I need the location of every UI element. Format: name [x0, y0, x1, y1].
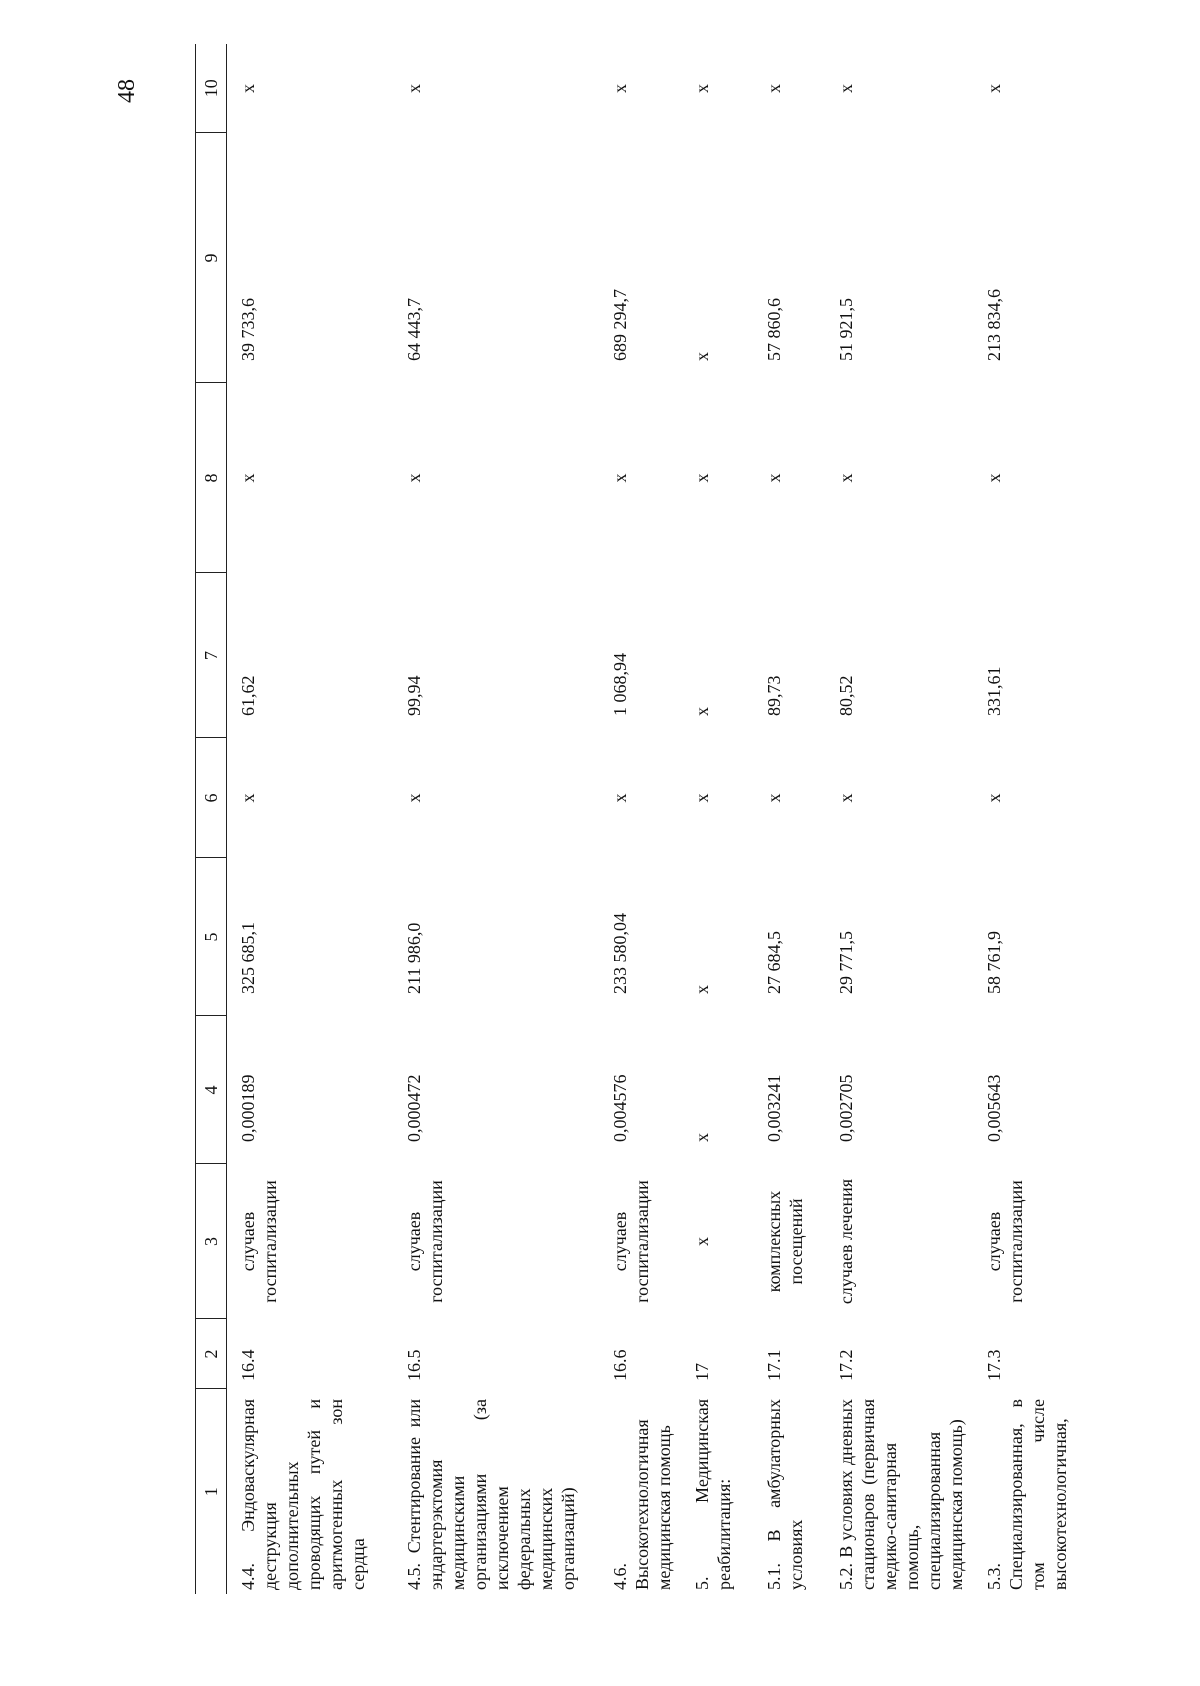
- unit-cell: x: [692, 1237, 712, 1246]
- header-row: [196, 44, 227, 1594]
- table-row: [227, 44, 394, 1594]
- row-code-cell: 17: [692, 1363, 712, 1381]
- table-row: [825, 44, 973, 1594]
- value-cell: x: [692, 1133, 712, 1142]
- unit-cell: случаев госпитализации: [610, 1180, 652, 1303]
- value-cell: x: [238, 793, 258, 803]
- table-row: [753, 44, 825, 1594]
- row-code-cell: 17.3: [984, 1349, 1004, 1381]
- row-name-cell: 4.6. Высокотехнологичная медицинская помощь: [610, 1419, 674, 1590]
- row-name-cell: 5.3. Специализированная, в том числе высокотехнологичная,: [984, 1399, 1070, 1590]
- value-cell: x: [984, 473, 1004, 483]
- column-header: 6: [196, 738, 227, 858]
- row-code-cell: 16.6: [610, 1349, 630, 1381]
- column-header: 8: [196, 383, 227, 573]
- column-header: 2: [196, 1319, 227, 1389]
- value-cell: 233 580,04: [610, 913, 630, 994]
- value-cell: x: [404, 473, 424, 483]
- value-cell: 58 761,9: [984, 931, 1004, 994]
- value-cell: 57 860,6: [764, 298, 784, 361]
- value-cell: x: [404, 84, 424, 93]
- unit-cell: случаев госпитализации: [984, 1180, 1026, 1303]
- value-cell: 331,61: [984, 666, 1004, 716]
- page-number: 48: [114, 79, 140, 103]
- row-name-cell: 5.2. В условиях дневных стационаров (первичная медико-санитарная помощь, специализированная медицинская помощь): [836, 1399, 966, 1590]
- unit-cell: случаев лечения: [836, 1178, 856, 1305]
- column-header: 1: [196, 1389, 227, 1594]
- column-header: 4: [196, 1016, 227, 1164]
- value-cell: x: [610, 84, 630, 93]
- value-cell: 0,000472: [404, 1074, 424, 1142]
- value-cell: x: [238, 84, 258, 93]
- row-name-cell: 5. Медицинская реабилитация:: [692, 1399, 734, 1590]
- row-code-cell: 16.5: [404, 1349, 424, 1381]
- value-cell: x: [238, 473, 258, 483]
- value-cell: x: [692, 707, 712, 716]
- value-cell: 99,94: [404, 675, 424, 716]
- table-row: [681, 44, 753, 1594]
- column-header: 7: [196, 573, 227, 738]
- value-cell: x: [836, 84, 856, 93]
- value-cell: 89,73: [764, 675, 784, 716]
- unit-cell: комплексных посещений: [764, 1190, 806, 1293]
- column-header: 3: [196, 1164, 227, 1319]
- value-cell: x: [836, 473, 856, 483]
- column-header: 10: [196, 44, 227, 133]
- column-header: 9: [196, 133, 227, 383]
- unit-cell: случаев госпитализации: [238, 1180, 280, 1303]
- value-cell: x: [764, 473, 784, 483]
- value-cell: x: [764, 84, 784, 93]
- value-cell: 64 443,7: [404, 298, 424, 361]
- value-cell: 0,000189: [238, 1074, 258, 1142]
- row-name-cell: 5.1. В амбулаторных условиях: [764, 1399, 806, 1590]
- value-cell: x: [692, 84, 712, 93]
- table-row: [973, 44, 1079, 1594]
- value-cell: x: [610, 793, 630, 803]
- value-cell: 0,005643: [984, 1074, 1004, 1142]
- value-cell: x: [692, 985, 712, 994]
- value-cell: 0,003241: [764, 1074, 784, 1142]
- value-cell: 1 068,94: [610, 653, 630, 716]
- value-cell: x: [692, 793, 712, 803]
- value-cell: x: [764, 793, 784, 803]
- rotated-table-container: [195, 44, 1070, 1594]
- value-cell: 51 921,5: [836, 298, 856, 361]
- value-cell: 689 294,7: [610, 289, 630, 361]
- value-cell: x: [692, 473, 712, 483]
- value-cell: 29 771,5: [836, 931, 856, 994]
- value-cell: 211 986,0: [404, 922, 424, 994]
- value-cell: x: [984, 793, 1004, 803]
- column-header: 5: [196, 858, 227, 1016]
- value-cell: 61,62: [238, 675, 258, 716]
- unit-cell: случаев госпитализации: [404, 1180, 446, 1303]
- value-cell: x: [836, 793, 856, 803]
- value-cell: 213 834,6: [984, 289, 1004, 361]
- value-cell: 325 685,1: [238, 922, 258, 994]
- value-cell: 80,52: [836, 675, 856, 716]
- table-row: [393, 44, 599, 1594]
- row-code-cell: 17.1: [764, 1349, 784, 1381]
- value-cell: 39 733,6: [238, 298, 258, 361]
- row-code-cell: 16.4: [238, 1349, 258, 1381]
- value-cell: 27 684,5: [764, 931, 784, 994]
- data-table: [195, 44, 1079, 1594]
- table-row: [599, 44, 681, 1594]
- value-cell: 0,002705: [836, 1074, 856, 1142]
- value-cell: x: [610, 473, 630, 483]
- row-name-cell: 4.5. Стентирование или эндартерэктомия медицинскими организациями (за исключением федеральных медицинских организаций): [404, 1399, 578, 1590]
- value-cell: 0,004576: [610, 1074, 630, 1142]
- value-cell: x: [984, 84, 1004, 93]
- value-cell: x: [692, 352, 712, 361]
- row-code-cell: 17.2: [836, 1349, 856, 1381]
- row-name-cell: 4.4. Эндоваскулярная деструкция дополнительных проводящих путей и аритмогенных зон сердца: [238, 1399, 368, 1590]
- value-cell: x: [404, 793, 424, 803]
